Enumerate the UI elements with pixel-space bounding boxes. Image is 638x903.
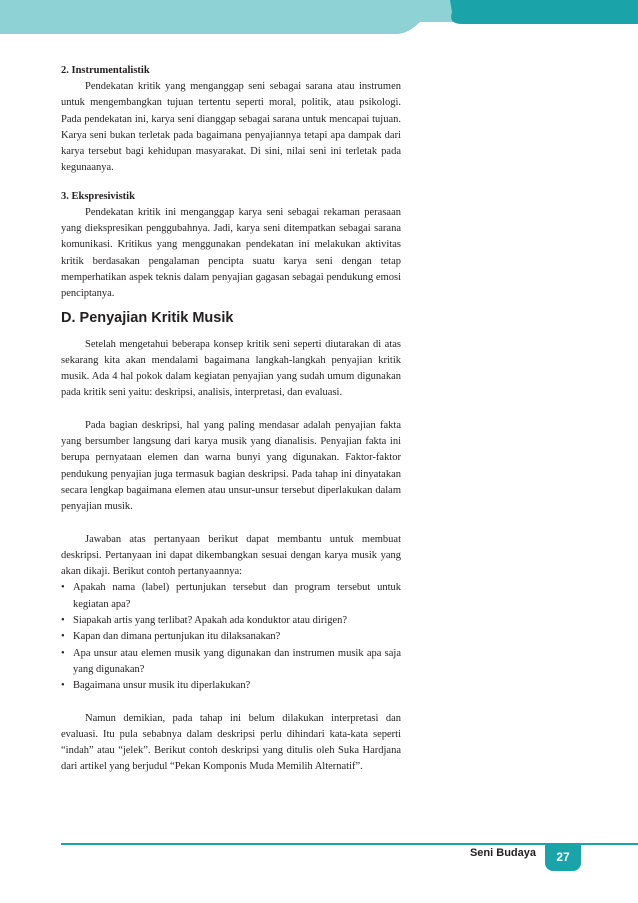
section-title-instrumentalistik: 2. Instrumentalistik [61,65,150,76]
chapter-heading: D. Penyajian Kritik Musik [61,309,234,326]
header-band-dark [450,0,638,24]
bullet-icon: • [61,615,65,627]
list-item-text: Bagaimana unsur musik itu diperlakukan? [73,680,251,692]
list-item-text: Siapakah artis yang terlibat? Apakah ada konduktor atau dirigen? [73,615,348,627]
footer-book-title: Seni Budaya [469,847,536,859]
chapter-paragraph-4: Namun demikian, pada tahap ini belum dilakukan interpretasi dan evaluasi. Itu pula sebabnya dalam deskripsi perlu dihindari kata-kata seperti “indah” atau “jelek”. Berikut contoh deskripsi yang ditulis oleh Suka Hardjana dari artikel yang berjudul “Pekan Komponis Muda Memilih Alternatif”. [61,712,401,773]
list-item [61,629,401,645]
section-body-instrumentalistik: Pendekatan kritik yang menganggap seni sebagai sarana atau instrumen untuk mengembangkan tujuan tertentu seperti moral, politik, atau psikologi. Pada pendekatan ini, karya seni dianggap sebagai sarana untuk mencapai tujuan. Karya seni bukan terletak pada bagaimana penyajiannya tetapi apa dampak dari karya tersebut bagi kehidupan masyarakat. Di sini, nilai seni ini terletak pada kegunaanya. [61,81,401,174]
bullet-icon: • [61,647,65,659]
page-number: 27 [556,850,570,864]
bullet-icon: • [61,582,65,594]
list-item [61,613,401,629]
bullet-icon: • [61,631,65,643]
chapter-paragraph-3: Jawaban atas pertanyaan berikut dapat membantu untuk membuat deskripsi. Pertanyaan ini dapat dikembangkan sesuai dengan karya musik yang akan dikaji. Berikut contoh pertanyaannya: [61,533,401,578]
list-item-text: Apa unsur atau elemen musik yang digunakan dan instrumen musik apa saja yang digunakan? [73,647,401,675]
question-list [61,580,401,694]
list-item [61,580,401,613]
header-decoration [0,0,638,40]
bullet-icon: • [61,680,65,692]
list-item-text: Kapan dan dimana pertunjukan itu dilaksanakan? [73,631,281,643]
list-item [61,646,401,679]
section-body-ekspresivistik: Pendekatan kritik ini menganggap karya seni sebagai rekaman perasaan yang diekspresikan penggubahnya. Jadi, karya seni ditempatkan sebagai sarana komunikasi. Kritikus yang menggunakan pendekatan ini melakukan aktivitas kritik berdasakan pengalaman pencipta suatu karya seni dengan tetap memperhatikan aspek teknis dalam penyajian gagasan sebagai pendukung emosi penciptanya. [61,206,401,300]
chapter-paragraph-2: Pada bagian deskripsi, hal yang paling mendasar adalah penyajian fakta yang bersumber langsung dari karya musik yang dianalisis. Penyajian fakta ini berupa pernyataan elemen dan warna bunyi yang digunakan. Faktor-faktor pendukung penyajian juga termasuk bagian deskripsi. Pada tahap ini dinyatakan secara lengkap bagaimana elemen atau unsur-unsur tersebut diperlakukan dalam penyajian musik. [61,419,401,513]
section-title-ekspresivistik: 3. Ekspresivistik [61,190,135,202]
chapter-paragraph-1: Setelah mengetahui beberapa konsep kritik seni seperti diutarakan di atas sekarang kita akan mendalami bagaimana langkah-langkah penyajian kritik musik. Ada 4 hal pokok dalam kegiatan penyajian yang sudah umum digunakan pada kritik seni yaitu: deskripsi, analisis, interpretasi, dan evaluasi. [61,338,401,399]
list-item [61,678,401,694]
page-body [61,63,401,776]
list-item-text: Apakah nama (label) pertunjukan tersebut dan program tersebut untuk kegiatan apa? [73,582,401,610]
page-number-badge [545,843,581,871]
